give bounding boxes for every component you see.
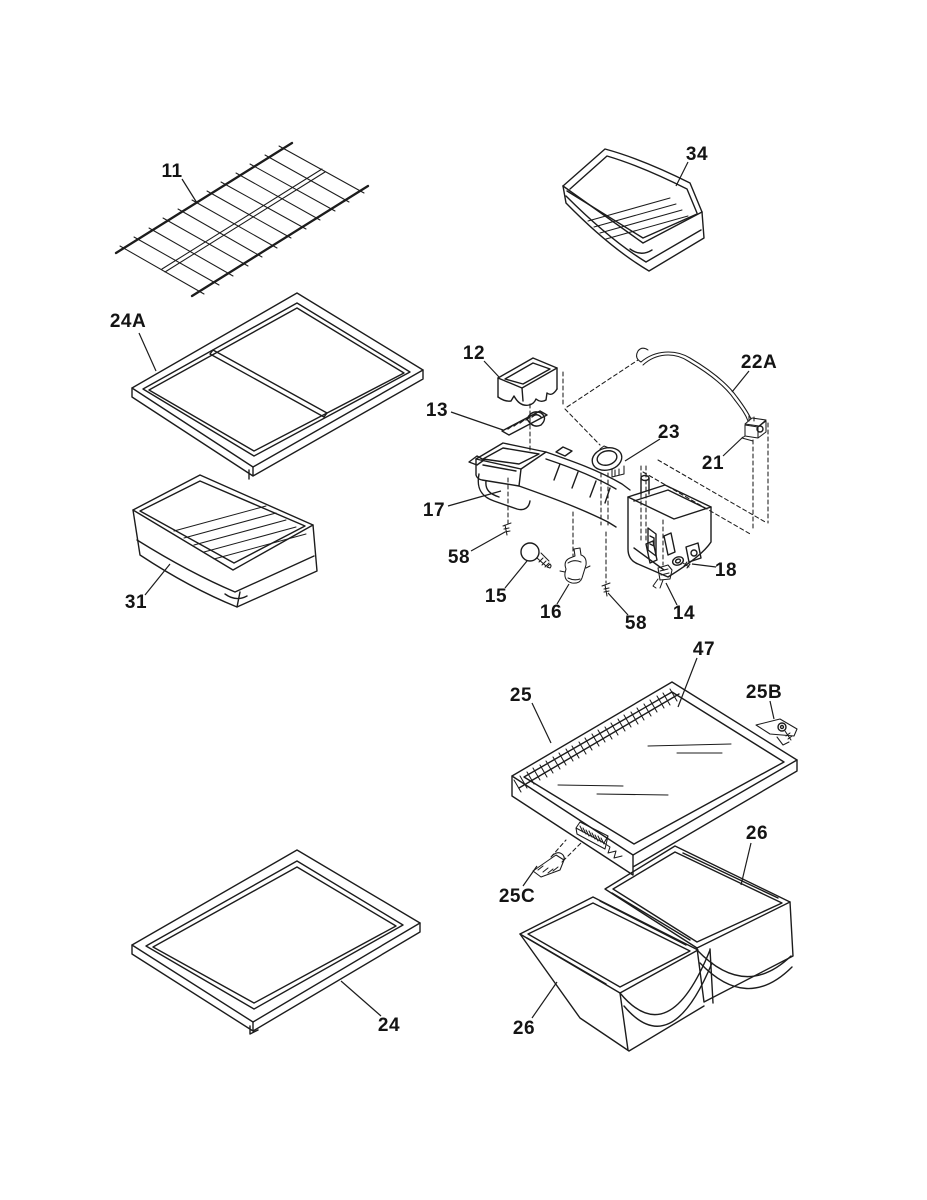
duct-housing-17-drawing	[469, 443, 711, 577]
part-31-crisper-pan-leader	[145, 564, 170, 595]
part-11-wire-shelf-leader	[182, 179, 197, 203]
part-15-light-bulb-label: 15	[484, 586, 508, 607]
part-47-glass-insert-leader	[678, 658, 697, 707]
gasket-13-drawing	[502, 411, 547, 435]
wire-shelf-wires	[120, 146, 364, 294]
part-13-gasket-leader	[451, 412, 503, 430]
part-13-gasket-label: 13	[425, 400, 449, 421]
part-34-door-bin-label: 34	[685, 144, 709, 165]
part-14-clip-leader	[666, 583, 677, 605]
screw-58-left-drawing	[503, 523, 511, 535]
part-26-drawer-right-leader	[741, 843, 751, 885]
switch-21-drawing	[742, 416, 766, 441]
part-58-screw-right-label: 58	[624, 613, 648, 634]
capillary-tube-22A-drawing	[637, 348, 751, 421]
part-58-screw-right-leader	[608, 593, 628, 615]
callout-labels	[110, 144, 782, 1039]
shelf-frame-ribs	[514, 689, 677, 792]
part-25-shelf-frame-leader	[532, 703, 551, 743]
part-18-grommet-screw-label: 18	[714, 560, 738, 581]
part-47-glass-insert-label: 47	[692, 639, 716, 660]
grommet-screw-18-drawing	[671, 555, 690, 568]
callout-leader-lines	[139, 162, 774, 1018]
light-bulb-15-drawing	[521, 543, 551, 568]
lamp-socket-16-drawing	[560, 548, 590, 583]
part-25C-support-clip-label: 25C	[498, 886, 536, 907]
part-21-switch-label: 21	[701, 453, 725, 474]
support-clip-25C-drawing	[533, 853, 564, 877]
glass-shine-lines	[558, 744, 731, 795]
glass-shelf-24A-drawing	[132, 293, 423, 479]
part-25B-support-clip-leader	[770, 701, 774, 719]
part-24A-glass-shelf-label: 24A	[109, 311, 147, 332]
thermostat-23-drawing	[590, 444, 625, 477]
part-58-screw-left-label: 58	[447, 547, 471, 568]
cover-pan-24-drawing	[132, 850, 420, 1034]
part-15-light-bulb-leader	[505, 561, 527, 588]
part-17-duct-housing-label: 17	[422, 500, 446, 521]
part-24-cover-pan-label: 24	[377, 1015, 401, 1036]
door-bin-drawing	[563, 149, 704, 271]
part-11-wire-shelf-label: 11	[161, 161, 183, 182]
drawer-left	[520, 897, 713, 1051]
part-16-lamp-socket-leader	[557, 584, 569, 604]
part-14-clip-label: 14	[672, 603, 696, 624]
part-25C-support-clip-leader	[523, 866, 537, 886]
part-25B-support-clip-label: 25B	[745, 682, 783, 703]
part-58-screw-left-leader	[471, 532, 505, 551]
part-31-crisper-pan-label: 31	[124, 592, 148, 613]
part-26-drawer-left-label: 26	[512, 1018, 536, 1039]
part-18-grommet-screw-leader	[692, 564, 716, 567]
part-17-duct-housing-leader	[448, 491, 501, 506]
part-12-duct-cover-leader	[484, 361, 499, 377]
part-26-drawer-left-leader	[532, 982, 557, 1018]
shelf-47-drawing	[509, 682, 797, 875]
part-24-cover-pan-leader	[341, 981, 381, 1016]
door-bin-floor-ribs	[588, 198, 688, 239]
part-22A-capillary-tube-leader	[732, 371, 749, 392]
part-23-thermostat-label: 23	[657, 422, 681, 443]
crisper-pan-31-drawing	[133, 475, 317, 607]
part-23-thermostat-leader	[625, 439, 660, 461]
part-22A-capillary-tube-label: 22A	[740, 352, 778, 373]
part-26-drawer-right-label: 26	[745, 823, 769, 844]
wire-shelf-drawing	[116, 143, 368, 296]
part-25-shelf-frame-label: 25	[509, 685, 533, 706]
crisper-pan-floor-ribs	[174, 506, 306, 559]
duct-cover-12-drawing	[498, 358, 557, 405]
crisper-drawers-26-drawing	[520, 846, 793, 1051]
support-clip-25B-drawing	[756, 719, 797, 745]
part-21-switch-leader	[723, 437, 743, 456]
part-24A-glass-shelf-leader	[139, 333, 156, 371]
part-16-lamp-socket-label: 16	[539, 602, 563, 623]
part-12-duct-cover-label: 12	[462, 343, 486, 364]
part-34-door-bin-leader	[676, 162, 688, 186]
